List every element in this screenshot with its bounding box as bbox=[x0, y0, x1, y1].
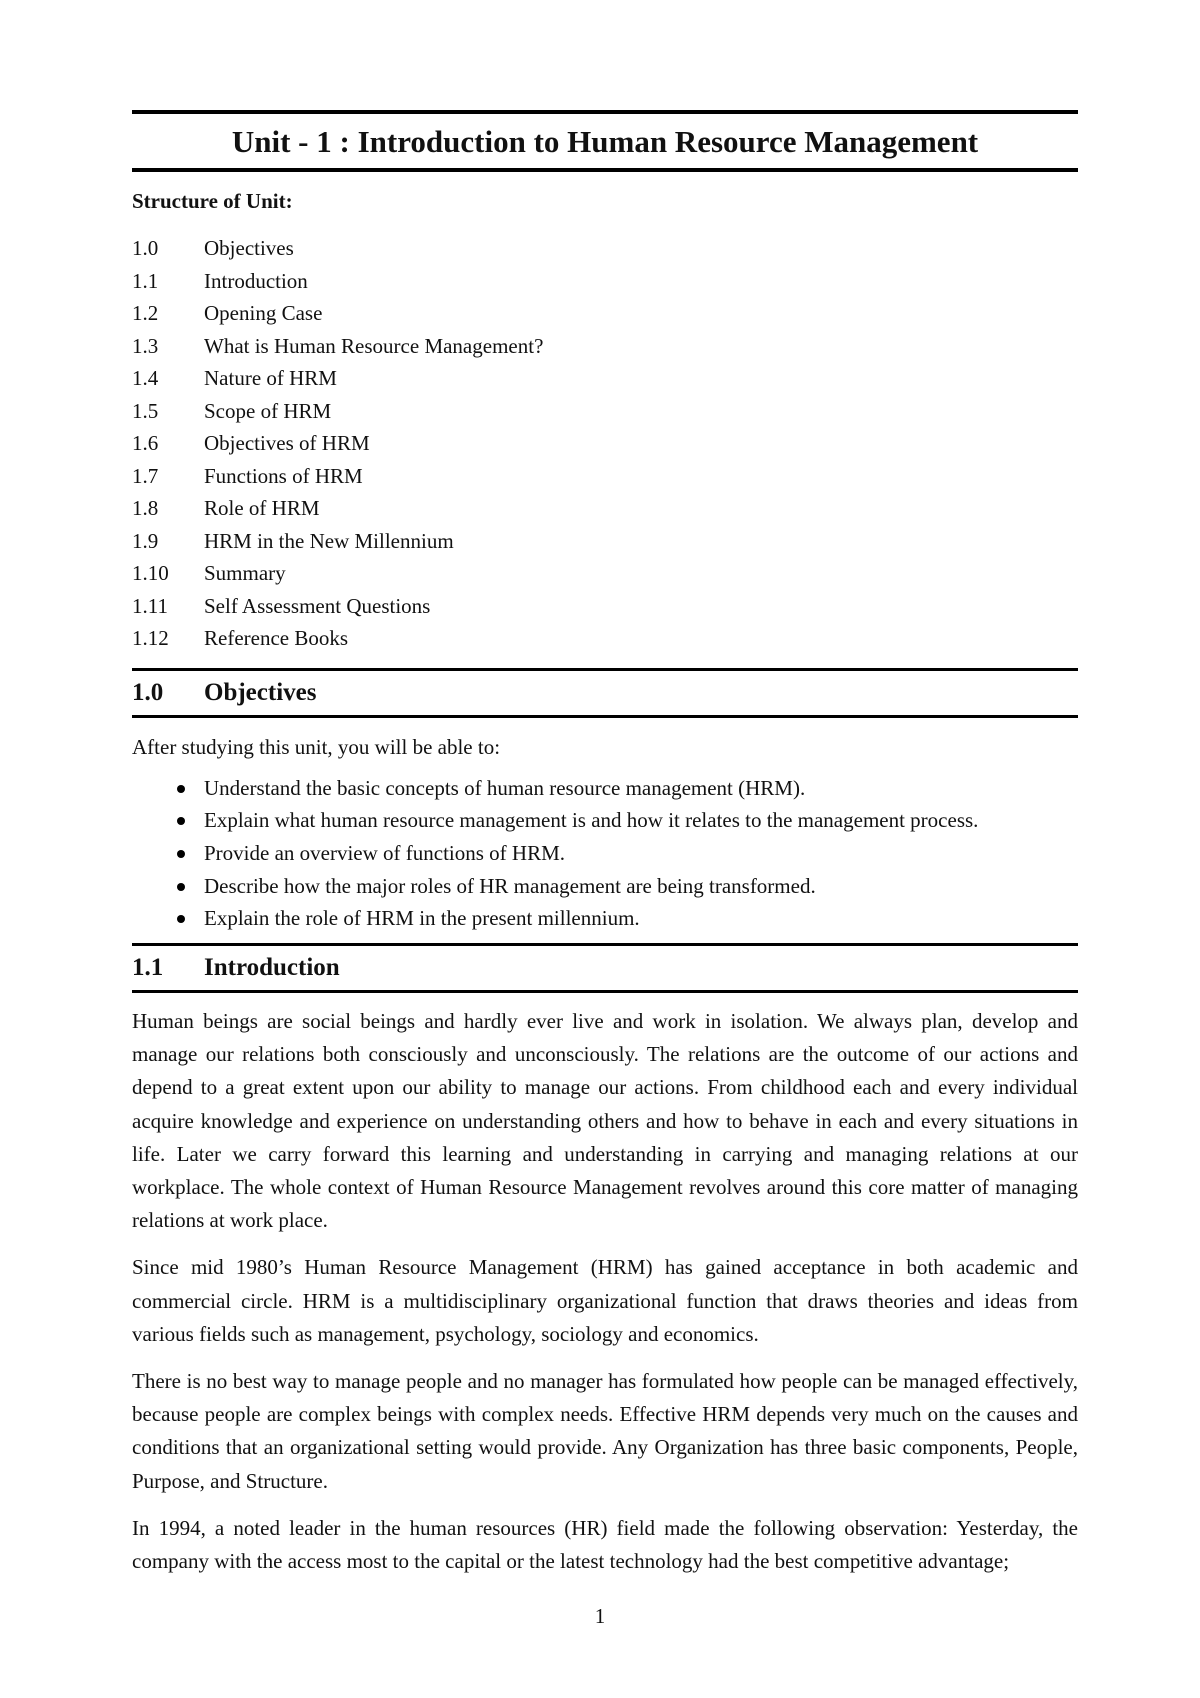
toc-number: 1.3 bbox=[132, 333, 159, 358]
bullet-icon bbox=[177, 785, 185, 793]
toc-item bbox=[132, 492, 1078, 525]
toc-title: Opening Case bbox=[204, 301, 323, 325]
section-number: 1.0 bbox=[132, 678, 164, 706]
bullet-icon bbox=[177, 883, 185, 891]
section-bottom-rule bbox=[132, 990, 1078, 993]
list-item bbox=[132, 804, 1078, 837]
toc-item bbox=[132, 395, 1078, 428]
toc-item bbox=[132, 297, 1078, 330]
bullet-icon bbox=[177, 915, 185, 923]
objectives-intro: After studying this unit, you will be able to: bbox=[132, 734, 501, 759]
toc-title: Summary bbox=[204, 561, 286, 585]
list-item bbox=[132, 772, 1078, 805]
toc-number: 1.2 bbox=[132, 301, 159, 325]
unit-title: Unit - 1 : Introduction to Human Resource Management bbox=[231, 124, 979, 159]
toc-title: Role of HRM bbox=[204, 496, 320, 520]
toc-title: Objectives bbox=[204, 236, 294, 260]
toc-number: 1.4 bbox=[132, 366, 159, 390]
toc-title: Scope of HRM bbox=[204, 398, 332, 423]
page-number: 1 bbox=[594, 1604, 606, 1628]
toc-item bbox=[132, 622, 1078, 655]
objectives-list bbox=[132, 772, 1078, 935]
toc-title: Self Assessment Questions bbox=[204, 593, 431, 618]
section-heading-objectives bbox=[132, 671, 1078, 715]
toc-number: 1.9 bbox=[132, 528, 159, 553]
list-item-text: Understand the basic concepts of human resource management (HRM). bbox=[204, 775, 806, 800]
toc-item bbox=[132, 427, 1078, 460]
list-item-text: Explain what human resource management is and how it relates to the management process. bbox=[204, 808, 979, 833]
list-item-text: Describe how the major roles of HR management are being transformed. bbox=[204, 873, 816, 898]
toc-item bbox=[132, 460, 1078, 493]
toc-title: Nature of HRM bbox=[204, 366, 337, 390]
list-item bbox=[132, 837, 1078, 870]
toc-title: Functions of HRM bbox=[204, 463, 363, 488]
bullet-icon bbox=[177, 817, 185, 825]
toc-item bbox=[132, 265, 1078, 298]
paragraph: In 1994, a noted leader in the human resources (HR) field made the following observation: Yesterday, the company with the access most to the capital or the latest technology had the best competitive advantage; bbox=[132, 1515, 1078, 1573]
structure-label: Structure of Unit: bbox=[132, 189, 293, 213]
list-item-text: Provide an overview of functions of HRM. bbox=[204, 840, 566, 865]
toc-item bbox=[132, 590, 1078, 623]
toc-number: 1.8 bbox=[132, 496, 159, 520]
toc-title: Introduction bbox=[204, 268, 308, 293]
toc-item bbox=[132, 362, 1078, 395]
section-heading-introduction bbox=[132, 946, 1078, 990]
table-of-contents bbox=[132, 232, 1078, 655]
paragraph: Since mid 1980’s Human Resource Management (HRM) has gained acceptance in both academic and commercial circle. HRM is a multidisciplinary organizational function that draws theories and ideas from various fields such as management, psychology, sociology and economics. bbox=[132, 1255, 1078, 1346]
toc-number: 1.5 bbox=[132, 398, 159, 423]
toc-number: 1.7 bbox=[132, 463, 159, 488]
toc-number: 1.1 bbox=[132, 268, 159, 293]
list-item bbox=[132, 870, 1078, 903]
toc-title: Reference Books bbox=[204, 626, 349, 650]
toc-title: HRM in the New Millennium bbox=[204, 528, 454, 553]
section-number: 1.1 bbox=[132, 953, 164, 981]
list-item bbox=[132, 902, 1078, 935]
toc-item bbox=[132, 330, 1078, 363]
toc-item bbox=[132, 557, 1078, 590]
section-title: Objectives bbox=[204, 678, 317, 706]
toc-number: 1.10 bbox=[132, 561, 169, 585]
section-bottom-rule bbox=[132, 715, 1078, 718]
bullet-icon bbox=[177, 850, 185, 858]
list-item-text: Explain the role of HRM in the present millennium. bbox=[204, 906, 640, 931]
toc-item bbox=[132, 232, 1078, 265]
toc-number: 1.12 bbox=[132, 626, 169, 650]
title-bottom-rule bbox=[132, 168, 1078, 172]
section-title: Introduction bbox=[204, 953, 340, 981]
toc-title: What is Human Resource Management? bbox=[204, 333, 544, 358]
toc-number: 1.11 bbox=[132, 593, 168, 618]
toc-item bbox=[132, 525, 1078, 558]
paragraph: Human beings are social beings and hardly ever live and work in isolation. We always plan, develop and manage our relations both consciously and unconsciously. The relations are the outcome of our actions and depend to a great extent upon our ability to manage our actions. From childhood each and every individual acquire knowledge and experience on understanding others and how to behave in each and every situations in life. Later we carry forward this learning and understanding in carrying and managing relations at our workplace. The whole context of Human Resource Management revolves around this core matter of managing relations at work place. bbox=[132, 1008, 1078, 1233]
toc-number: 1.0 bbox=[132, 236, 159, 260]
toc-title: Objectives of HRM bbox=[204, 431, 370, 455]
document-page bbox=[132, 0, 1078, 1592]
paragraph: There is no best way to manage people and no manager has formulated how people can be managed effectively, because people are complex beings with complex needs. Effective HRM depends very much on the causes and conditions that an organizational setting would provide. Any Organization has three basic components, People, Purpose, and Structure. bbox=[132, 1368, 1078, 1493]
toc-number: 1.6 bbox=[132, 431, 159, 455]
